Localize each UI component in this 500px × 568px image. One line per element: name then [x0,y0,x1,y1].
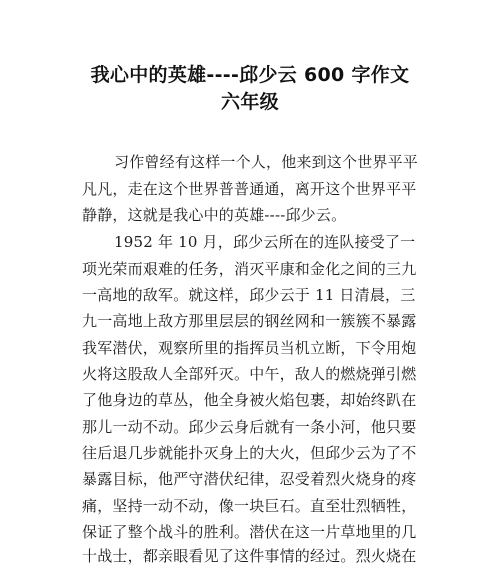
paragraph-line: 痛，坚持一动不动，像一块巨石。直至壮烈牺牲， [82,497,417,515]
paragraph-line: 一高地的敌军。就这样，邱少云于 11 日清晨，三 [82,286,416,304]
paragraph-line: 项光荣而艰难的任务，消灭平康和金化之间的三九 [82,260,417,278]
paragraph-line: 保证了整个战斗的胜利。潜伏在这一片草地里的几 [82,523,417,541]
paragraph-line: 凡凡，走在这个世界普普通通，离开这个世界平平 [82,180,417,198]
paragraph-line: 暴露目标，他严守潜伏纪律，忍受着烈火烧身的疼 [82,470,417,488]
paragraph-line: 那儿一动不动。邱少云身后就有一条小河，他只要 [82,418,417,436]
paragraph-line: 静静，这就是我心中的英雄----邱少云。 [82,206,347,224]
document-title-line-1: 我心中的英雄----邱少云 600 字作文 [90,64,410,86]
paragraph-line: 习作曾经有这样一个人，他来到这个世界平平 [114,153,419,171]
paragraph-line: 十战士，都亲眼看见了这件事情的经过。烈火烧在 [82,547,417,565]
paragraph-line: 九一高地上敌方那里层层的钢丝网和一簇簇不暴露 [82,312,417,330]
paragraph-line: 了他身边的草丛，他全身被火焰包裹，却始终趴在 [82,391,417,409]
paragraph-line: 1952 年 10 月，邱少云所在的连队接受了一 [114,233,416,251]
paragraph-line: 火将这股敌人全部歼灭。中午，敌人的燃烧弹引燃 [82,365,417,383]
paragraph-line: 我军潜伏，观察所里的指挥员当机立断，下令用炮 [82,339,417,357]
paragraph-line: 往后退几步就能扑灭身上的大火，但邱少云为了不 [82,444,417,462]
document-title-line-2: 六年级 [221,91,279,113]
